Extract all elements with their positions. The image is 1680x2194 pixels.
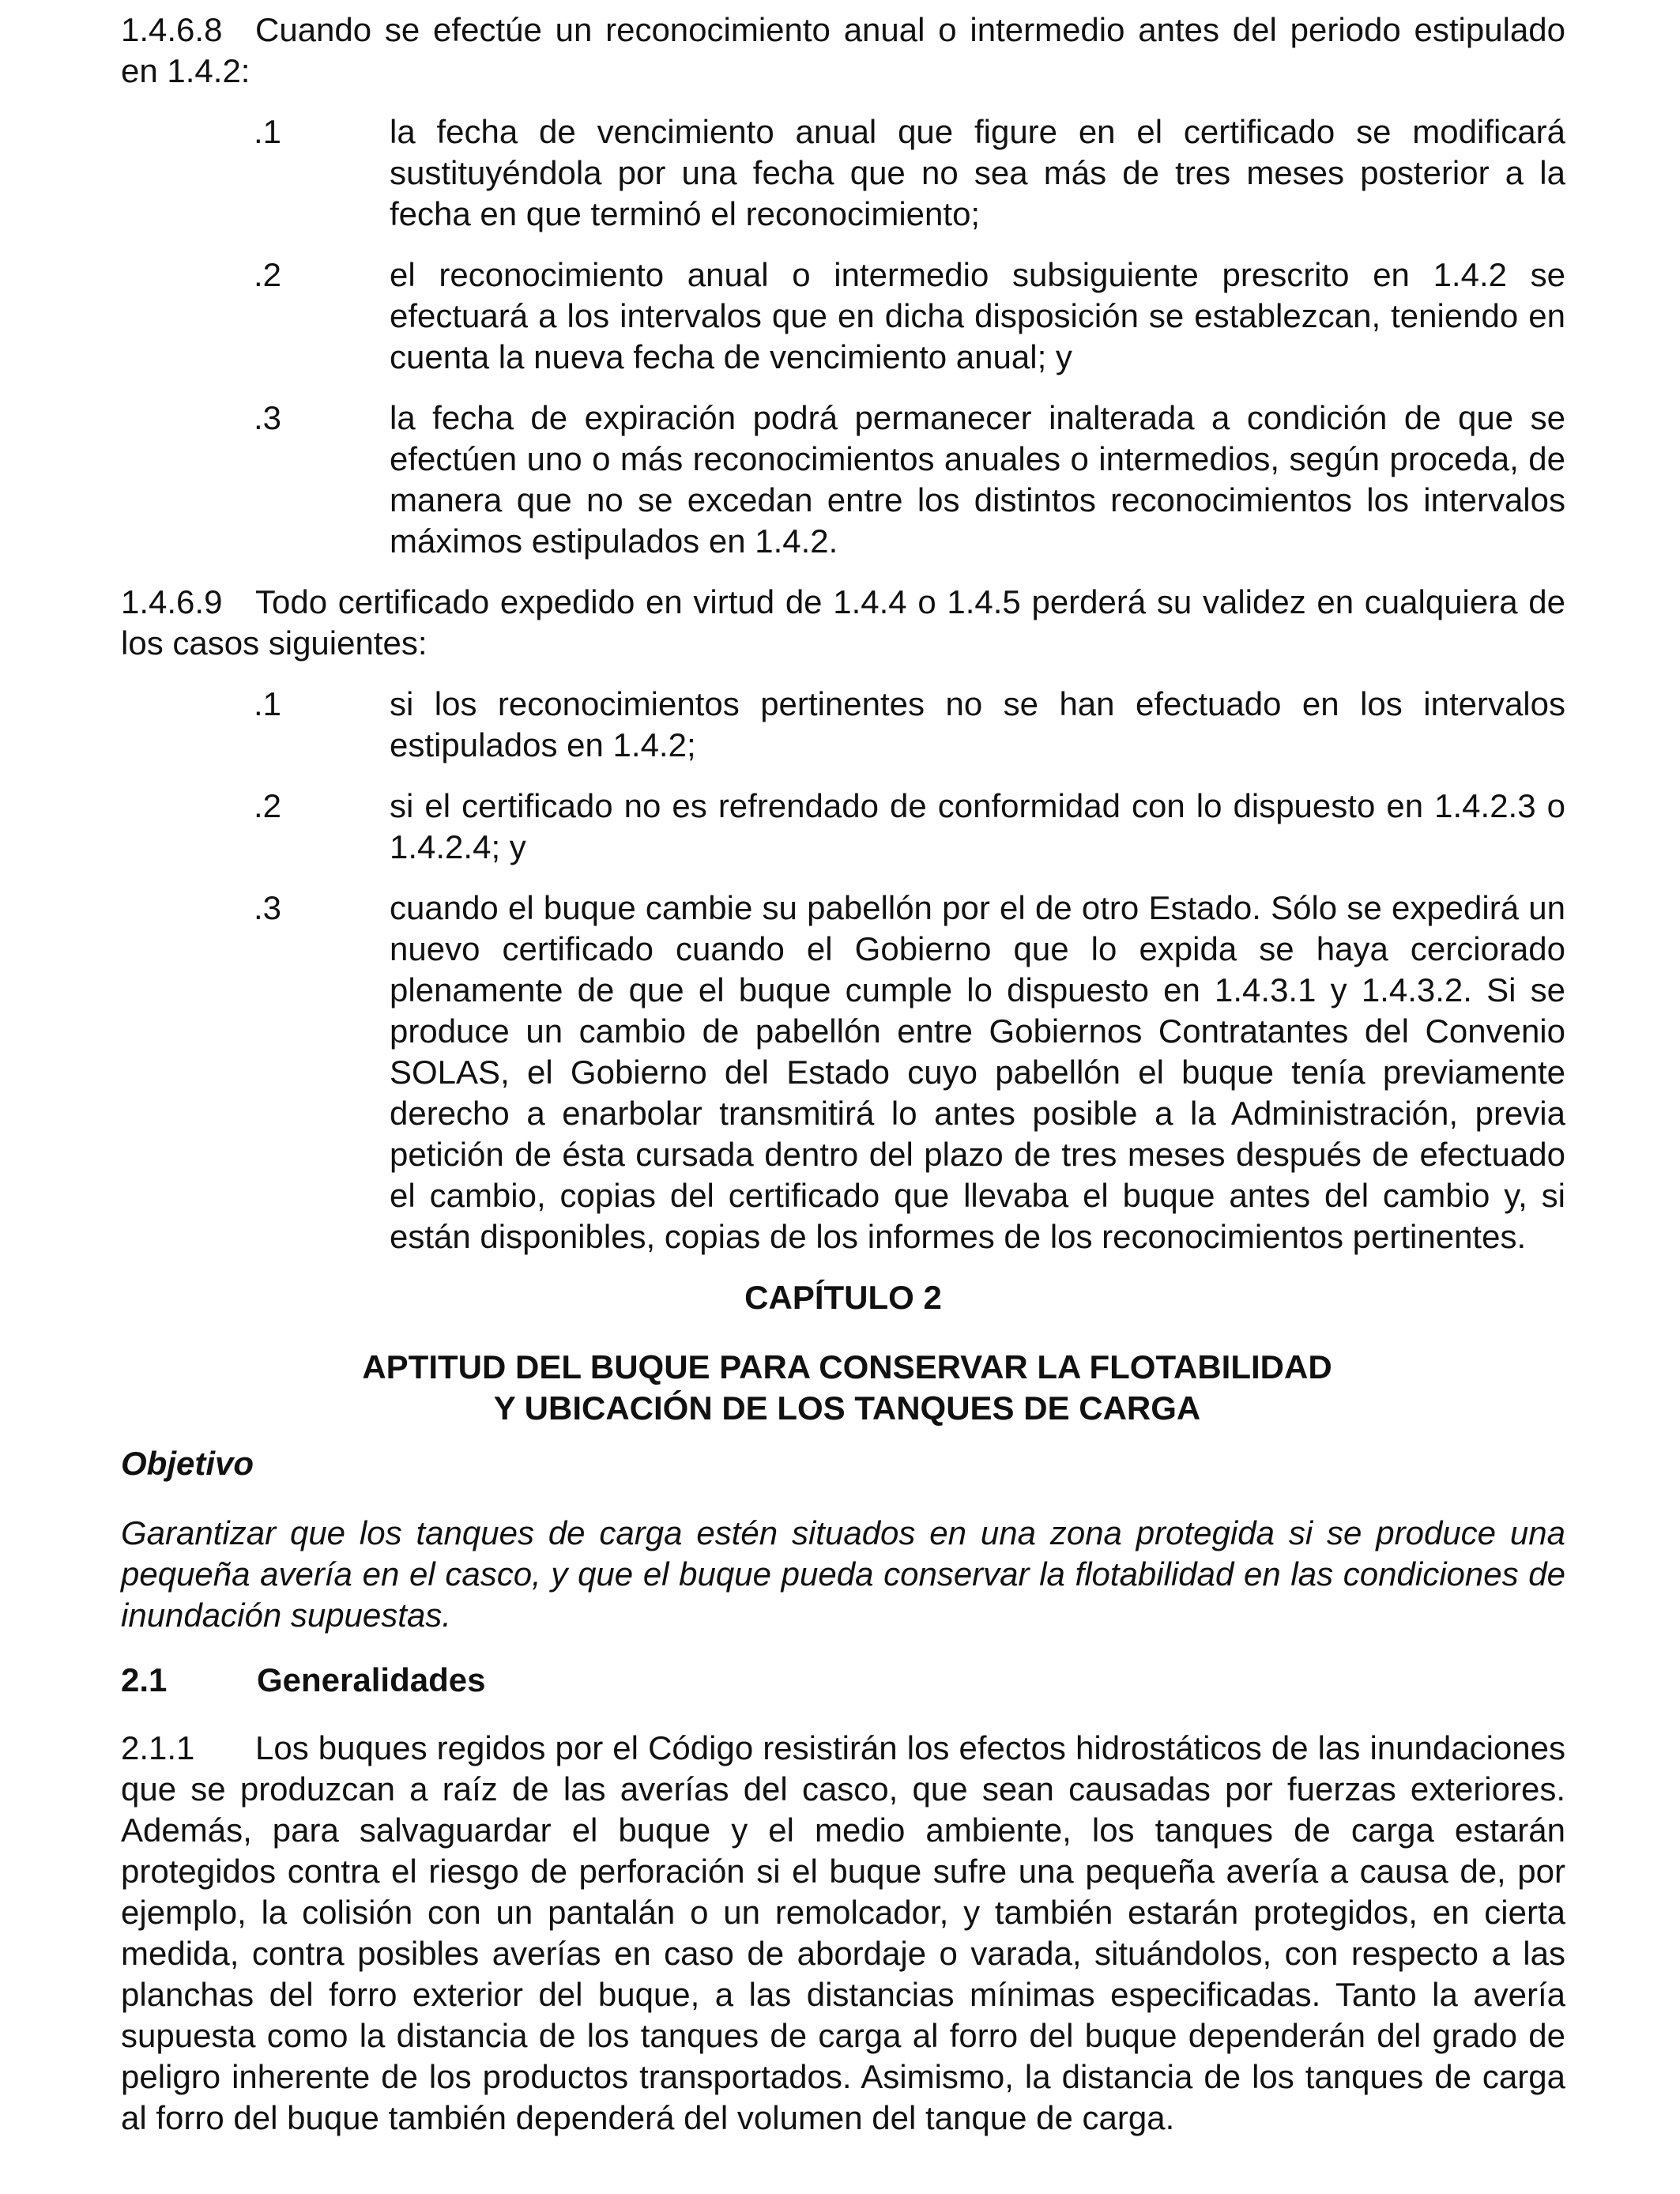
list-item-text: la fecha de vencimiento anual que figure en el certificado se modificará sustituyéndola por una fecha que no sea más de tres meses posterior a la fecha en que terminó el reconocimiento; [390, 113, 1565, 232]
list-item-text: la fecha de expiración podrá permanecer inalterada a condición de que se efectúen uno o más reconocimientos anuales o intermedios, según proceda, de manera que no se excedan entre los distintos reconocimientos los intervalos máximos estipulados en 1.4.2. [390, 399, 1565, 560]
chapter-title [121, 1347, 1565, 1429]
list-item-index: .3 [254, 889, 282, 926]
list-item [121, 684, 1565, 766]
paragraph-1-4-6-8 [121, 9, 1565, 92]
paragraph-number: 1.4.6.8 [121, 11, 223, 48]
paragraph-text: Cuando se efectúe un reconocimiento anual o intermedio antes del periodo estipulado en 1.4.2: [121, 11, 1565, 89]
list-item-text: el reconocimiento anual o intermedio subsiguiente prescrito en 1.4.2 se efectuará a los intervalos que en dicha disposición se establezcan, teniendo en cuenta la nueva fecha de vencimiento anual; y [390, 256, 1565, 375]
paragraph-number: 1.4.6.9 [121, 583, 223, 620]
objective-heading: Objetivo [121, 1445, 254, 1482]
chapter-title-line-1: APTITUD DEL BUQUE PARA CONSERVAR LA FLOTABILIDAD [362, 1348, 1332, 1385]
chapter-label: CAPÍTULO 2 [744, 1279, 942, 1316]
list-item-text: si el certificado no es refrendado de conformidad con lo dispuesto en 1.4.2.3 o 1.4.2.4; y [390, 787, 1565, 865]
list-item [121, 888, 1565, 1257]
section-title: Generalidades [257, 1661, 486, 1698]
list-item [121, 254, 1565, 378]
list-item-text: cuando el buque cambie su pabellón por el de otro Estado. Sólo se expedirá un nuevo certificado cuando el Gobierno que lo expida se haya cerciorado plenamente de que el buque cumple lo dispuesto en 1.4.3.1 y 1.4.3.2. Si se produce un cambio de pabellón entre Gobiernos Contratantes del Convenio SOLAS, el Gobierno del Estado cuyo pabellón el buque tenía previamente derecho a enarbolar transmitirá lo antes posible a la Administración, previa petición de ésta cursada dentro del plazo de tres meses después de efectuado el cambio, copias del certificado que llevaba el buque antes del cambio y, si están disponibles, copias de los informes de los reconocimientos pertinentes. [390, 889, 1565, 1255]
paragraph-1-4-6-9 [121, 582, 1565, 664]
list-item [121, 786, 1565, 868]
list-item-index: .1 [254, 113, 282, 150]
objective-text: Garantizar que los tanques de carga estén situados en una zona protegida si se produce una pequeña avería en el casco, y que el buque pueda conservar la flotabilidad en las condiciones de inundación supuestas. [121, 1514, 1565, 1634]
list-item-index: .2 [254, 787, 282, 824]
list-item-text: si los reconocimientos pertinentes no se han efectuado en los intervalos estipulados en 1.4.2; [390, 685, 1565, 763]
paragraph-text: Todo certificado expedido en virtud de 1.4.4 o 1.4.5 perderá su validez en cualquiera de los casos siguientes: [121, 583, 1565, 662]
section-heading [121, 1660, 1565, 1701]
list-item-index: .3 [254, 399, 282, 436]
paragraph-text: Los buques regidos por el Código resistirán los efectos hidrostáticos de las inundaciones que se produzcan a raíz de las averías del casco, que sean causadas por fuerzas exteriores. Además, para salvaguardar el buque y el medio ambiente, los tanques de carga estarán protegidos contra el riesgo de perforación si el buque sufre una pequeña avería a causa de, por ejemplo, la colisión con un pantalán o un remolcador, y también estarán protegidos, en cierta medida, contra posibles averías en caso de abordaje o varada, situándolos, con respecto a las planchas del forro exterior del buque, a las distancias mínimas especificadas. Tanto la avería supuesta como la distancia de los tanques de carga al forro del buque dependerán del grado de peligro inherente de los productos transportados. Asimismo, la distancia de los tanques de carga al forro del buque también dependerá del volumen del tanque de carga. [121, 1729, 1565, 2136]
section-number: 2.1 [121, 1661, 168, 1698]
list-item [121, 111, 1565, 235]
paragraph-2-1-1 [121, 1728, 1565, 2139]
list-item [121, 398, 1565, 562]
paragraph-number: 2.1.1 [121, 1729, 195, 1766]
document-page [121, 9, 1565, 2158]
list-item-index: .1 [254, 685, 282, 722]
list-item-index: .2 [254, 256, 282, 293]
chapter-title-line-2: Y UBICACIÓN DE LOS TANQUES DE CARGA [493, 1389, 1201, 1427]
